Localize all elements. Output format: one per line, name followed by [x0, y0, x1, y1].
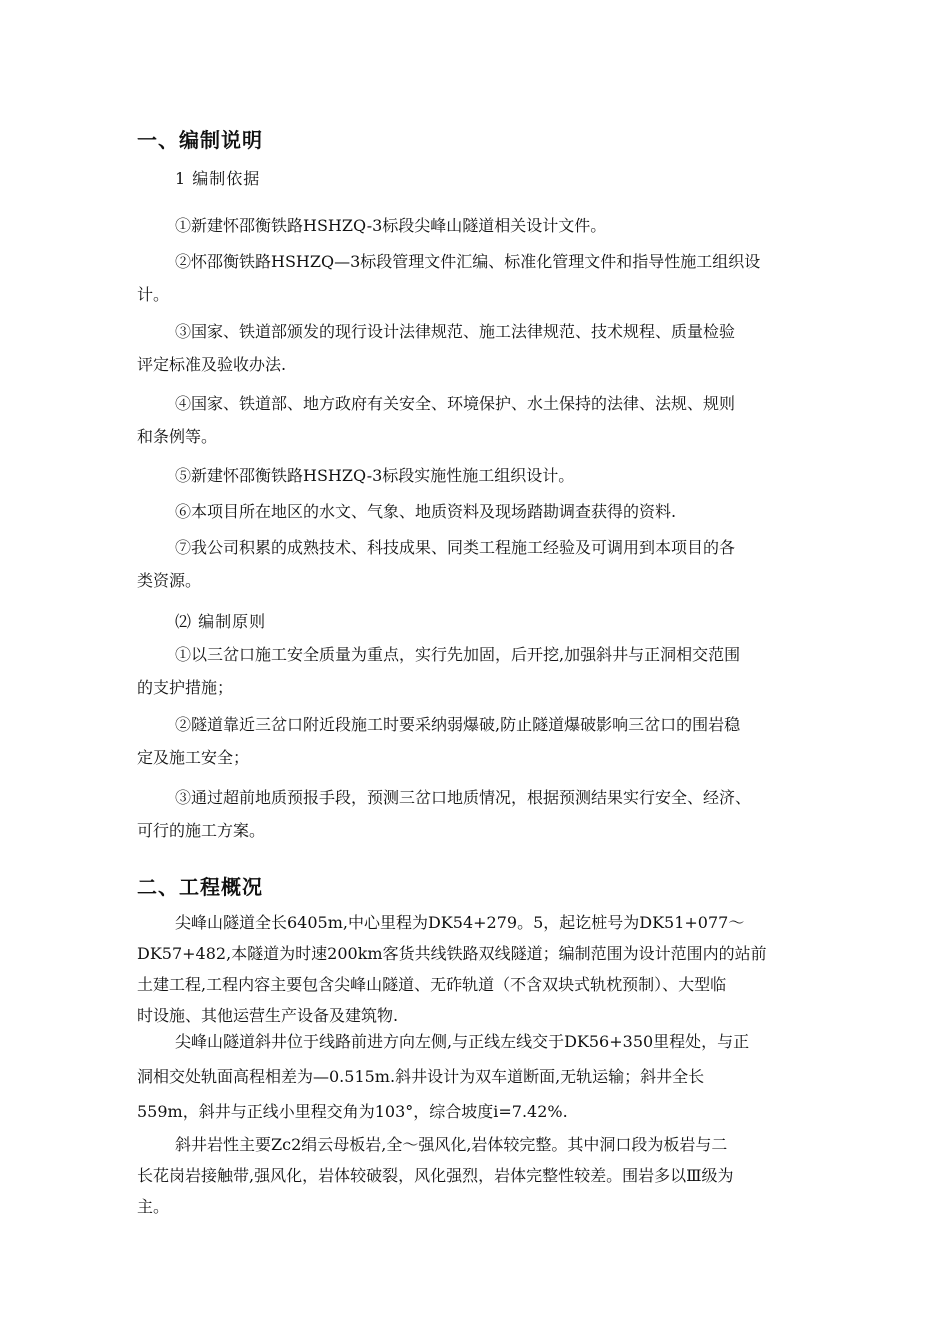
principle-item-3: [137, 781, 861, 847]
principle-item-2: [137, 708, 861, 774]
text-line: ②怀邵衡铁路HSHZQ—3标段管理文件汇编、标准化管理文件和指导性施工组织设: [175, 252, 761, 271]
text-line: 长花岗岩接触带,强风化，岩体较破裂，风化强烈，岩体完整性较差。围岩多以Ⅲ级为: [137, 1166, 734, 1185]
text-line: 土建工程,工程内容主要包含尖峰山隧道、无砟轨道（不含双块式轨枕预制）、大型临: [137, 975, 727, 994]
text-line: 尖峰山隧道全长6405m,中心里程为DK54+279。5，起讫桩号为DK51+077～: [175, 913, 745, 932]
section-1-heading: 一、编制说明: [137, 128, 263, 152]
text-line: 的支护措施；: [137, 678, 234, 697]
text-line: 时设施、其他运营生产设备及建筑物.: [137, 1006, 399, 1025]
text-line: ④国家、铁道部、地方政府有关安全、环境保护、水土保持的法律、法规、规则: [175, 394, 736, 413]
basis-item-1: [137, 209, 861, 242]
text-line: 洞相交处轨面高程相差为—0.515m.斜井设计为双车道断面,无轨运输；斜井全长: [137, 1067, 705, 1086]
text-line: 评定标准及验收办法.: [137, 355, 287, 374]
text-line: 定及施工安全；: [137, 748, 250, 767]
text-line: DK57+482,本隧道为时速200km客货共线铁路双线隧道；编制范围为设计范围内的站前: [137, 944, 767, 963]
text-line: 和条例等。: [137, 427, 218, 446]
section-2-heading: 二、工程概况: [137, 875, 263, 899]
text-line: 尖峰山隧道斜井位于线路前进方向左侧,与正线左线交于DK56+350里程处，与正: [175, 1032, 750, 1051]
text-line: ②隧道靠近三岔口附近段施工时要采纳弱爆破,防止隧道爆破影响三岔口的围岩稳: [175, 715, 741, 734]
text-line: ③通过超前地质预报手段，预测三岔口地质情况，根据预测结果实行安全、经济、: [175, 788, 752, 807]
basis-item-2: [137, 245, 861, 311]
text-line: ①新建怀邵衡铁路HSHZQ-3标段尖峰山隧道相关设计文件。: [175, 216, 607, 235]
principle-title: ⑵ 编制原则: [175, 612, 267, 631]
basis-item-4: [137, 387, 861, 453]
text-line: ⑤新建怀邵衡铁路HSHZQ-3标段实施性施工组织设计。: [175, 466, 575, 485]
text-line: 斜井岩性主要Zc2绢云母板岩,全～强风化,岩体较完整。其中洞口段为板岩与二: [175, 1135, 728, 1154]
text-line: 主。: [137, 1197, 170, 1216]
text-line: 可行的施工方案。: [137, 821, 266, 840]
text-line: ①以三岔口施工安全质量为重点，实行先加固，后开挖,加强斜井与正洞相交范围: [175, 645, 741, 664]
overview-paragraph-3: [137, 1129, 861, 1222]
basis-item-5: [137, 459, 861, 492]
text-line: ③国家、铁道部颁发的现行设计法律规范、施工法律规范、技术规程、质量检验: [175, 322, 736, 341]
basis-item-6: [137, 495, 861, 528]
basis-item-3: [137, 315, 861, 381]
text-line: ⑦我公司积累的成熟技术、科技成果、同类工程施工经验及可调用到本项目的各: [175, 538, 736, 557]
basis-title: 1 编制依据: [175, 169, 261, 188]
overview-paragraph-2: [137, 1024, 861, 1129]
text-line: 计。: [137, 285, 170, 304]
text-line: 类资源。: [137, 571, 202, 590]
text-line: 559m，斜井与正线小里程交角为103°，综合坡度i=7.42%.: [137, 1102, 568, 1121]
text-line: ⑥本项目所在地区的水文、气象、地质资料及现场踏勘调查获得的资料.: [175, 502, 677, 521]
overview-paragraph-1: [137, 907, 861, 1031]
principle-item-1: [137, 638, 861, 704]
basis-item-7: [137, 531, 861, 597]
